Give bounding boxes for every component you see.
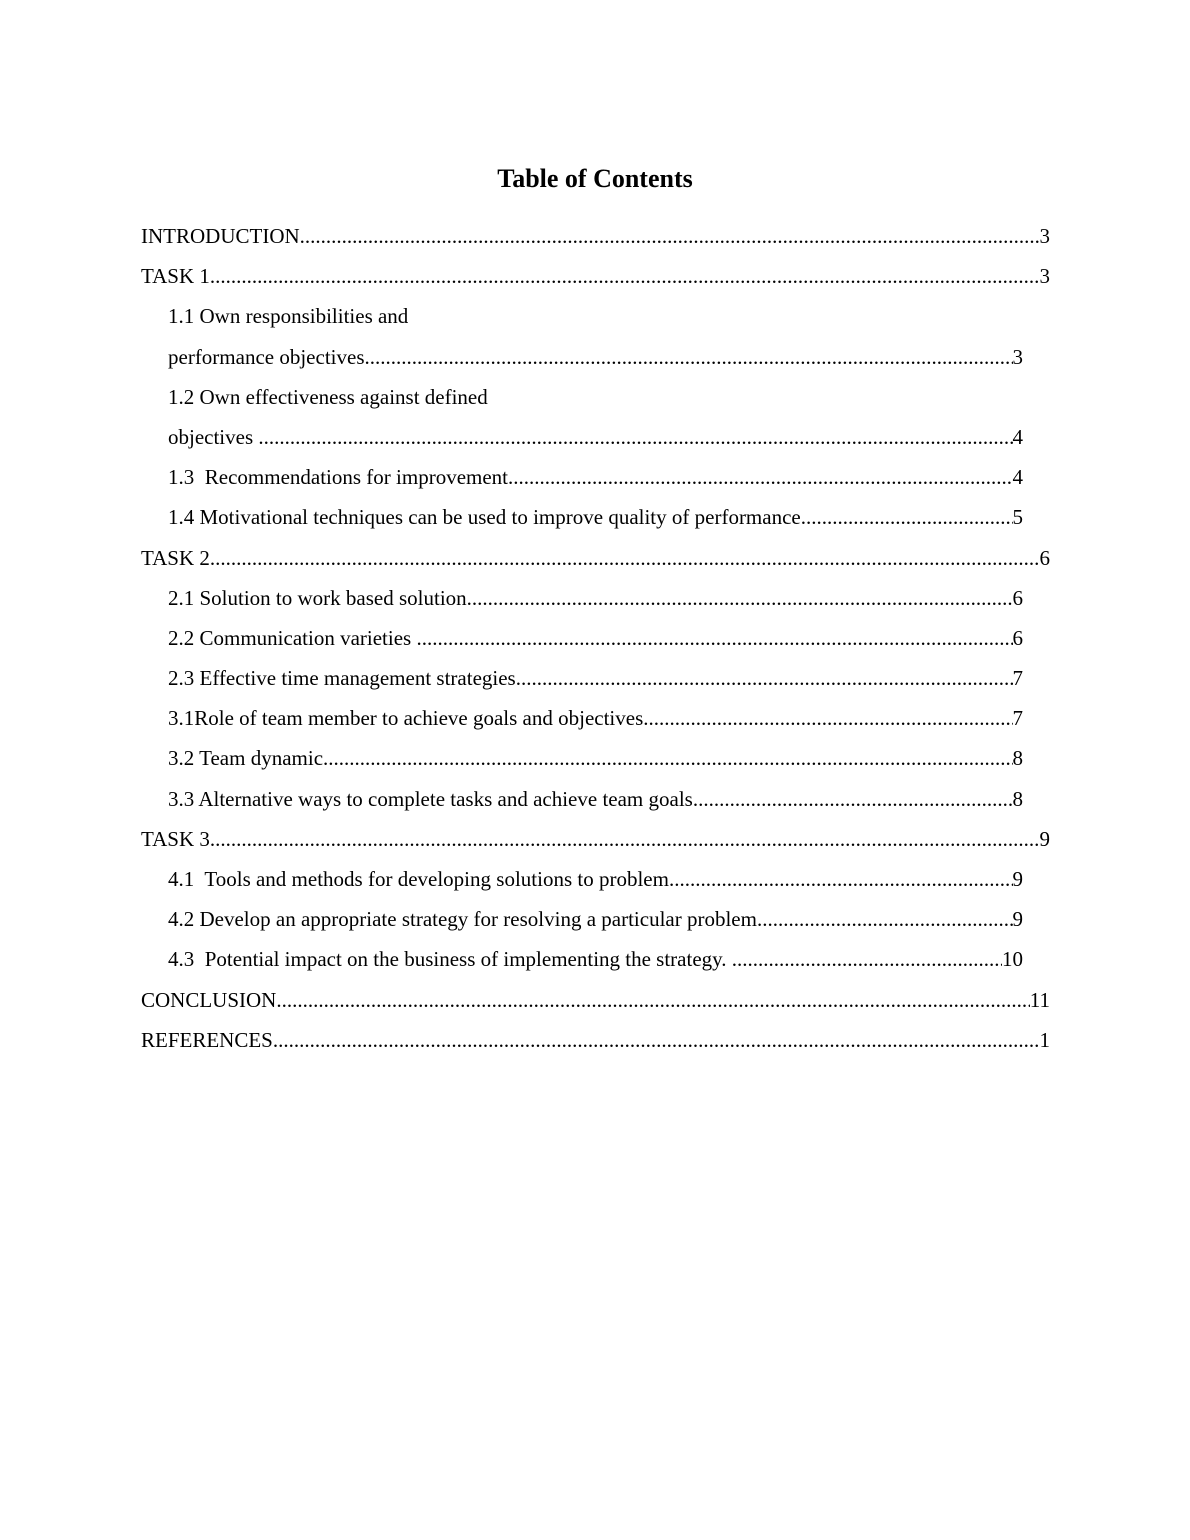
toc-entry-1-1[interactable] [168,337,1023,377]
page-title: Table of Contents [497,164,693,193]
toc-page-number: 4 [1012,424,1023,449]
dot-leader [669,859,1013,899]
toc-entry-1-1-line1[interactable] [168,296,1023,336]
toc-page-number: 11 [1029,987,1050,1012]
toc-entry-2-3[interactable] [168,658,1023,698]
dot-leader [416,618,1012,658]
dot-leader [365,337,1013,377]
toc-page-number: 10 [1002,947,1023,972]
dot-leader [732,939,1002,979]
dot-leader [210,538,1040,578]
toc-entry-text: TASK 2 [141,545,210,570]
toc-page-number: 8 [1012,786,1023,811]
toc-entry-text: 3.1Role of team member to achieve goals and objectives [168,706,644,731]
toc-entry-text: objectives [168,424,259,449]
dot-leader [273,1020,1040,1060]
toc-page-number: 3 [1039,224,1050,248]
toc-entry-text: 2.1 Solution to work based solution [168,585,467,610]
toc-entry-1-3[interactable] [168,457,1023,497]
toc-entry-task-2[interactable] [141,538,1050,578]
dot-leader [643,698,1012,738]
dot-leader [210,256,1040,296]
dot-leader [757,899,1013,939]
dot-leader [801,497,1013,537]
toc-entry-1-2-line1[interactable] [168,377,1023,417]
toc-page-number: 5 [1012,505,1023,530]
toc-entry-1-4[interactable] [168,497,1023,537]
toc-page-number: 3 [1039,264,1050,289]
toc-entry-introduction[interactable] [141,216,1050,256]
toc-page-number: 1 [1039,1027,1050,1052]
toc-entry-3-2[interactable] [168,738,1023,778]
toc-entry-1-2[interactable] [168,417,1023,457]
toc-page-number: 6 [1012,625,1023,650]
toc-entry-text: 3.2 Team dynamic [168,746,324,771]
toc-entry-text: 2.3 Effective time management strategies [168,666,516,691]
table-of-contents [141,216,1050,1060]
toc-entry-text: TASK 1 [141,264,210,289]
toc-entry-task-3[interactable] [141,819,1050,859]
toc-entry-text: performance objectives [168,344,365,369]
toc-page-number: 6 [1012,585,1023,610]
toc-entry-4-2[interactable] [168,899,1023,939]
toc-entry-text: 4.3 Potential impact on the business of implementing the strategy. [168,947,732,972]
dot-leader [467,578,1013,618]
dot-leader [258,417,1012,457]
toc-entry-text: TASK 3 [141,826,210,851]
toc-entry-text: 1.2 Own effectiveness against defined [168,384,488,409]
toc-entry-4-1[interactable] [168,859,1023,899]
toc-entry-4-3[interactable] [168,939,1023,979]
dot-leader [210,819,1040,859]
toc-page-number: 4 [1012,465,1023,490]
toc-page-number: 7 [1012,666,1023,691]
toc-page-number: 9 [1012,907,1023,932]
toc-entry-text: 1.4 Motivational techniques can be used to improve quality of performance [168,505,801,530]
dot-leader [276,980,1029,1020]
toc-entry-task-1[interactable] [141,256,1050,296]
toc-entry-2-2[interactable] [168,618,1023,658]
toc-entry-text: 1.3 Recommendations for improvement [168,465,509,490]
toc-page-number: 3 [1012,344,1023,369]
toc-entry-text: 1.1 Own responsibilities and [168,304,409,329]
toc-entry-3-3[interactable] [168,779,1023,819]
toc-entry-text: 4.1 Tools and methods for developing solutions to problem [168,867,669,891]
dot-leader [516,658,1013,698]
toc-entry-text: INTRODUCTION [141,224,300,248]
dot-leader [693,779,1013,819]
dot-leader [323,738,1012,778]
toc-entry-text: 4.2 Develop an appropriate strategy for resolving a particular problem [168,907,757,932]
toc-page-number: 9 [1012,867,1023,891]
toc-entry-text: CONCLUSION [141,987,277,1012]
toc-page-number: 7 [1012,706,1023,731]
toc-entry-text: 2.2 Communication varieties [168,625,417,650]
toc-entry-2-1[interactable] [168,578,1023,618]
toc-page-number: 8 [1012,746,1023,771]
toc-page-number: 6 [1039,545,1050,570]
dot-leader [508,457,1012,497]
toc-entry-conclusion[interactable] [141,980,1050,1020]
toc-entry-references[interactable] [141,1020,1050,1060]
toc-entry-3-1[interactable] [168,698,1023,738]
toc-page-number: 9 [1039,826,1050,851]
dot-leader [300,216,1040,256]
toc-entry-text: REFERENCES [141,1027,273,1052]
toc-entry-text: 3.3 Alternative ways to complete tasks and achieve team goals [168,786,693,811]
